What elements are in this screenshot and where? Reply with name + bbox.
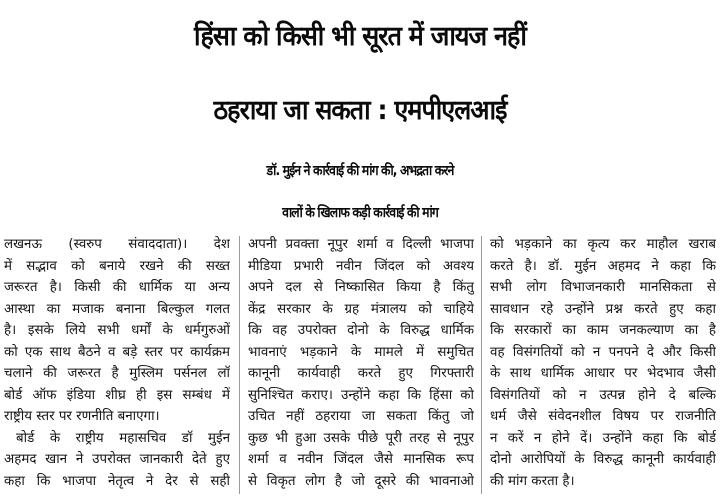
text-line: मीडिया प्रभारी नवीन जिंदल को अवश्य <box>248 258 474 274</box>
text-line: चलाने की जरूरत है मुस्लिम पर्सनल लॉ <box>4 366 230 381</box>
text-line: कुछ भी हुआ उसके पीछे पूरी तरह से नूपुर <box>248 430 474 446</box>
text-line: सुनिश्चित कराए। उन्होंने कहा कि हिंसा को <box>248 387 474 403</box>
text-line: शर्मा व नवीन जिंदल जैसे मानसिक रूप <box>248 452 474 467</box>
text-line: लखनऊ (स्वरुप संवाददाता)। देश <box>4 237 230 252</box>
text-line: बोर्ड के राष्ट्रीय महासचिव डॉ मुईन <box>16 430 230 446</box>
article-column-1 <box>4 234 230 497</box>
article-column-3 <box>490 234 716 497</box>
headline-line-1: हिंसा को किसी भी सूरत में जायज नहीं <box>194 21 526 52</box>
text-line: राष्ट्रीय स्तर पर रणनीति बनाएगा। <box>4 409 160 424</box>
text-line: सावधान रहे उन्होंने प्रश्न करते हुए कहा <box>490 301 716 317</box>
text-line: जरूरत है। किसी की धार्मिक या अन्य <box>4 280 230 295</box>
text-line: केंद्र सरकार के ग्रह मंत्रालय को चाहिये <box>248 301 474 317</box>
column-divider <box>481 236 482 494</box>
text-line: दोनो आरोपियों के विरुद्ध कानूनी कार्यवाही <box>490 452 716 467</box>
text-line: करते है। डॉ. मुईन अहमद ने कहा कि <box>490 258 716 274</box>
text-line: धर्म जैसे संवेदनशील विषय पर राजनीति <box>490 409 716 424</box>
subheadline-line-1: डॉ. मुईन ने कार्रवाई की मांग की, अभद्रता करने <box>266 163 454 179</box>
text-line: उचित नहीं ठहराया जा सकता किंतु जो <box>248 409 474 424</box>
text-line: कि वह उपरोक्त दोनो के विरुद्ध धार्मिक <box>248 323 474 338</box>
text-line: सभी लोग विभाजनकारी मानसिकता से <box>490 280 716 295</box>
text-line: भावनाएं भड़काने के मामले में समुचित <box>248 344 474 360</box>
text-line: कानूनी कार्यवाही करते हुए गिरफ्तारी <box>248 366 474 381</box>
text-line: कि सरकारों का काम जनकल्याण का है <box>490 323 716 338</box>
article-column-2 <box>248 234 474 497</box>
text-line: है। इसके लिये सभी धर्मों के धर्मगुरुओं <box>4 323 230 338</box>
text-line: बोर्ड ऑफ इंडिया शीघ्र ही इस सम्बंध में <box>4 387 230 403</box>
text-line: से विकृत लोग है जो दूसरे की भावनाओ <box>248 473 474 489</box>
column-divider <box>239 236 240 494</box>
text-line: विसंगतियों को न उत्पन्न होने दे बल्कि <box>490 387 716 403</box>
text-line: वह विसंगतियों को न पनपने दे और किसी <box>490 344 716 360</box>
text-line: की मांग करता है। <box>490 473 575 489</box>
text-line: अपनी प्रवक्ता नूपुर शर्मा व दिल्ली भाजपा <box>248 237 474 252</box>
text-line: न करें न होने दें। उन्होंने कहा कि बोर्ड <box>490 430 716 446</box>
text-line: अहमद खान ने उपरोक्त जानकारी देते हुए <box>4 452 230 467</box>
text-line: के साथ धार्मिक आधार पर भेदभाव जैसी <box>490 366 716 381</box>
text-line: अपने दल से निष्कासित किया है किंतु <box>248 280 474 295</box>
headline-line-2: ठहराया जा सकता : एमपीएलआई <box>213 95 507 126</box>
text-line: में सद्भाव को बनाये रखने की सख्त <box>4 258 230 274</box>
text-line: कहा कि भाजपा नेतृत्व ने देर से सही <box>4 473 230 489</box>
text-line: आस्था का मजाक बनाना बिल्कुल गलत <box>4 301 230 317</box>
text-line: को भड़काने का कृत्य कर माहौल खराब <box>490 237 716 252</box>
text-line: को एक साथ बैठने व बड़े स्तर पर कार्यक्रम <box>4 344 230 360</box>
subheadline-line-2: वालों के खिलाफ कड़ी कार्रवाई की मांग <box>282 205 438 221</box>
